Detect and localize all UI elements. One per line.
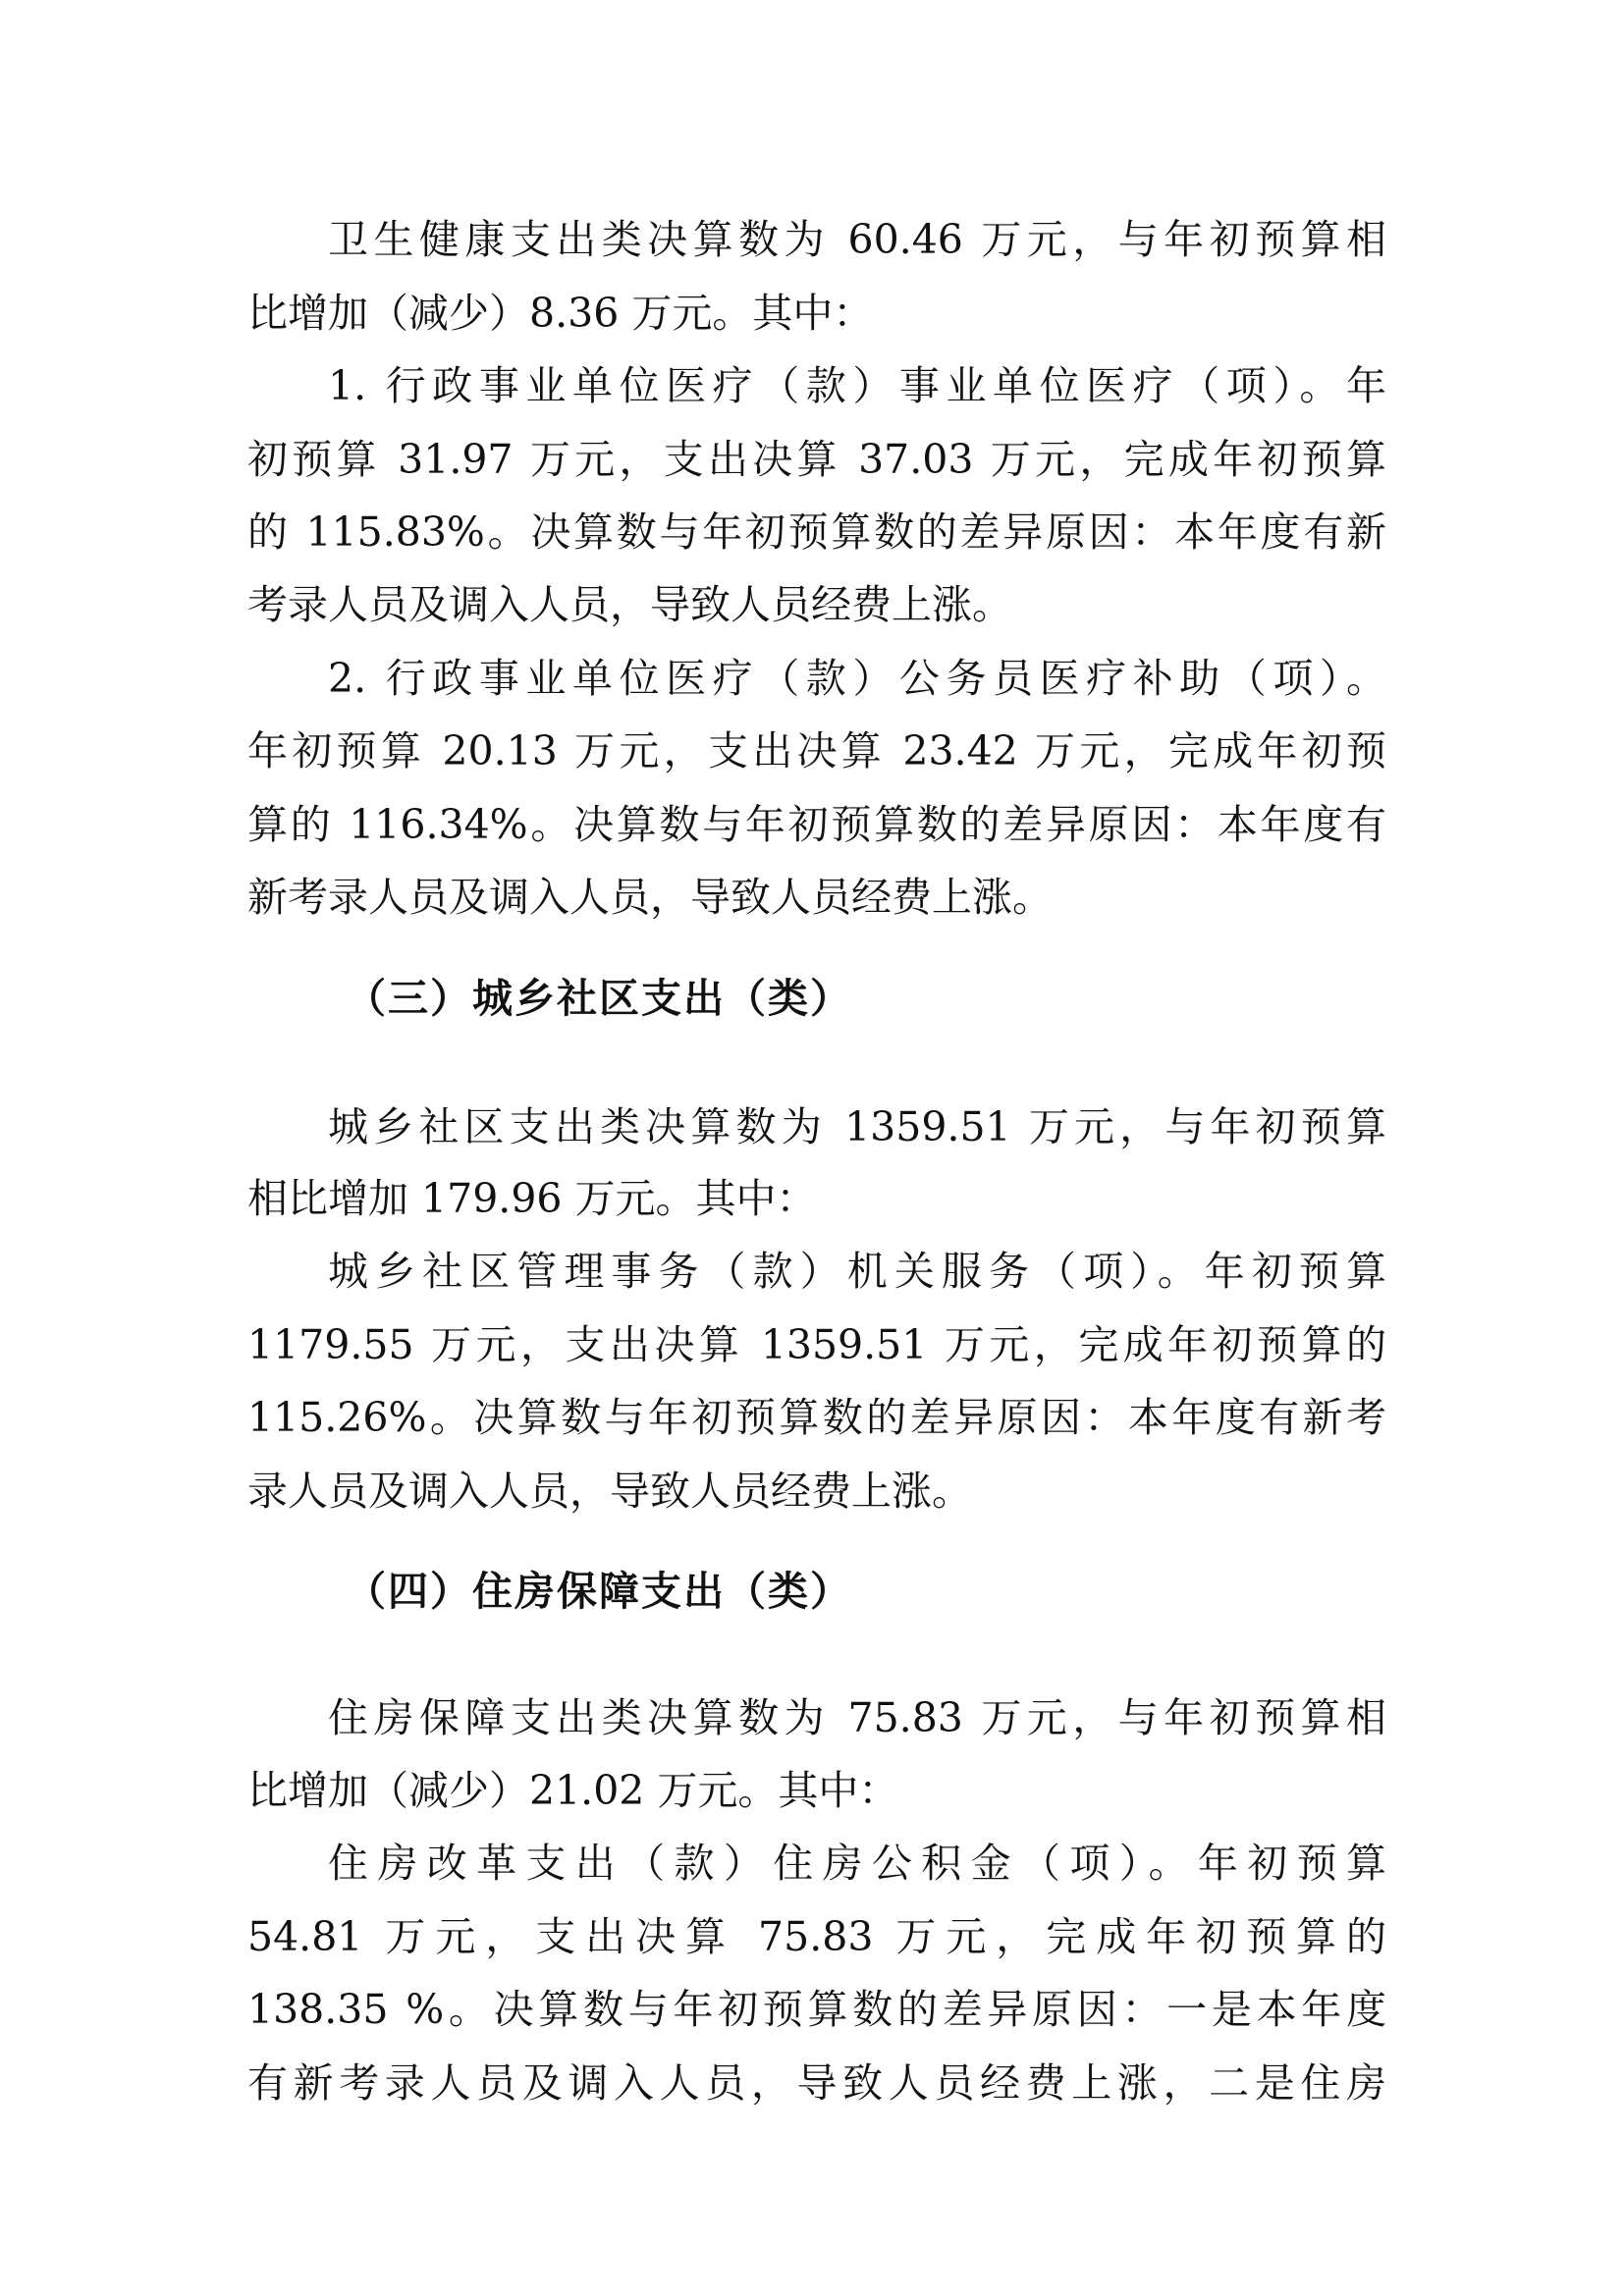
health-item1-line-1: 1. 行政事业单位医疗（款）事业单位医疗（项）。年 (328, 362, 1386, 409)
health-item2-line-1: 2. 行政事业单位医疗（款）公务员医疗补助（项）。 (328, 655, 1386, 702)
community-item-line-3: 115.26%。决算数与年初预算数的差异原因：本年度有新考 (247, 1394, 1386, 1441)
health-item2-line-4: 新考录人员及调入人员，导致人员经费上涨。 (247, 874, 1053, 921)
community-summary-line-2: 相比增加 179.96 万元。其中： (247, 1175, 817, 1222)
community-summary-line-1: 城乡社区支出类决算数为 1359.51 万元，与年初预算 (328, 1103, 1386, 1150)
health-item1-line-2: 初预算 31.97 万元，支出决算 37.03 万元，完成年初预算 (247, 436, 1386, 483)
health-summary-line-2: 比增加（减少）8.36 万元。其中： (247, 290, 874, 337)
health-item1-line-4: 考录人员及调入人员，导致人员经费上涨。 (247, 581, 1012, 628)
health-item2-line-2: 年初预算 20.13 万元，支出决算 23.42 万元，完成年初预 (247, 727, 1386, 774)
housing-summary-line-2: 比增加（减少）21.02 万元。其中： (247, 1767, 899, 1814)
health-item1-line-3: 的 115.83%。决算数与年初预算数的差异原因：本年度有新 (247, 508, 1386, 556)
health-summary-line-1: 卫生健康支出类决算数为 60.46 万元，与年初预算相 (328, 216, 1386, 263)
housing-item-line-4: 有新考录人员及调入人员，导致人员经费上涨，二是住房 (247, 2059, 1386, 2107)
community-item-line-2: 1179.55 万元，支出决算 1359.51 万元，完成年初预算的 (247, 1321, 1386, 1368)
section-heading-housing: （四）住房保障支出（类） (346, 1568, 852, 1615)
section-heading-community: （三）城乡社区支出（类） (346, 975, 852, 1022)
housing-item-line-2: 54.81 万元，支出决算 75.83 万元，完成年初预算的 (247, 1913, 1386, 1960)
housing-summary-line-1: 住房保障支出类决算数为 75.83 万元，与年初预算相 (328, 1694, 1386, 1741)
health-item2-line-3: 算的 116.34%。决算数与年初预算数的差异原因：本年度有 (247, 801, 1386, 848)
community-item-line-4: 录人员及调入人员，导致人员经费上涨。 (247, 1468, 972, 1515)
housing-item-line-3: 138.35 %。决算数与年初预算数的差异原因：一是本年度 (247, 1986, 1386, 2033)
community-item-line-1: 城乡社区管理事务（款）机关服务（项）。年初预算 (328, 1248, 1386, 1295)
housing-item-line-1: 住房改革支出（款）住房公积金（项）。年初预算 (328, 1840, 1386, 1887)
